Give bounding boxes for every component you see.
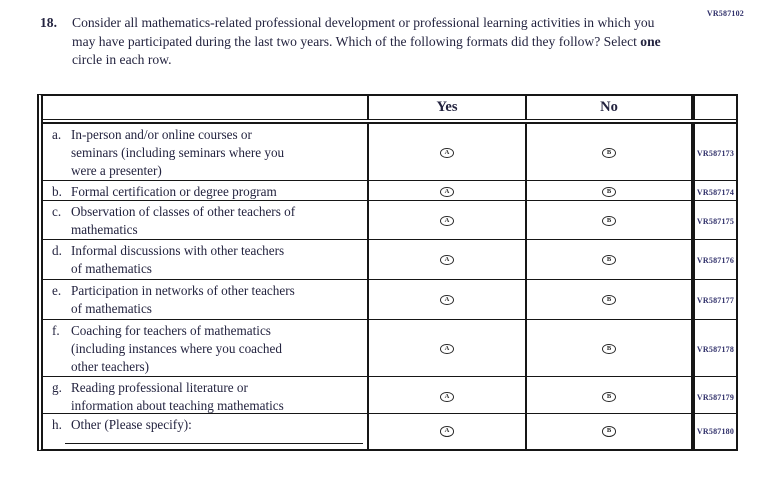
question-text bbox=[72, 14, 680, 70]
statement-text: Other (Please specify): bbox=[71, 417, 192, 432]
yes-cell-e bbox=[369, 280, 527, 320]
yes-cell-d bbox=[369, 240, 527, 280]
question-line-1: Consider all mathematics-related professional development or professional learning bbox=[72, 15, 528, 30]
yes-cell-g bbox=[369, 377, 527, 417]
row-letter: f. bbox=[52, 323, 60, 338]
yes-bubble-e[interactable]: A bbox=[440, 295, 454, 306]
header-no: No bbox=[527, 96, 695, 119]
table-row-f bbox=[43, 319, 736, 376]
yes-cell-a bbox=[369, 124, 527, 182]
row-letter: e. bbox=[52, 283, 62, 298]
table-row-e bbox=[43, 279, 736, 319]
row-code-f: VR587178 bbox=[696, 344, 735, 354]
row-code-a: VR587173 bbox=[696, 148, 735, 158]
row-code-c: VR587175 bbox=[696, 216, 735, 226]
question-line-3a: following formats did they follow? Select bbox=[409, 33, 641, 49]
row-letter: g. bbox=[52, 380, 62, 395]
statement-cell-f bbox=[43, 320, 369, 378]
yes-cell-h bbox=[369, 414, 527, 449]
yes-bubble-b[interactable]: A bbox=[440, 187, 454, 198]
no-cell-f bbox=[527, 320, 695, 378]
table-row-d bbox=[43, 239, 736, 279]
no-bubble-b[interactable]: B bbox=[602, 187, 616, 198]
statement-cell-h bbox=[43, 414, 369, 449]
form-code-top-right: VR587102 bbox=[706, 9, 744, 18]
statement-text: Informal discussions with other teachers of mathematics bbox=[71, 243, 285, 276]
yes-bubble-h[interactable]: A bbox=[440, 426, 454, 437]
header-activity-cell bbox=[43, 96, 369, 119]
statement-cell-e bbox=[43, 280, 369, 320]
yes-bubble-c[interactable]: A bbox=[440, 216, 454, 227]
no-bubble-c[interactable]: B bbox=[602, 216, 616, 227]
no-cell-c bbox=[527, 201, 695, 241]
no-cell-g bbox=[527, 377, 695, 417]
question-line-2: activities in which you may have participated during the last two years. Which of the bbox=[72, 15, 655, 49]
yes-bubble-d[interactable]: A bbox=[440, 255, 454, 266]
header-yes: Yes bbox=[369, 96, 527, 119]
table-row-g bbox=[43, 376, 736, 413]
yes-cell-f bbox=[369, 320, 527, 378]
row-code-b: VR587174 bbox=[696, 187, 735, 197]
yes-cell-b bbox=[369, 181, 527, 203]
question-bold-word: one bbox=[640, 33, 661, 49]
no-bubble-a[interactable]: B bbox=[602, 148, 616, 159]
response-table bbox=[37, 94, 738, 451]
question-line-3b: circle in each row. bbox=[72, 52, 172, 68]
statement-cell-g bbox=[43, 377, 369, 417]
row-code-e: VR587177 bbox=[696, 295, 735, 305]
table-row-b bbox=[43, 180, 736, 200]
no-bubble-h[interactable]: B bbox=[602, 426, 616, 437]
no-cell-d bbox=[527, 240, 695, 280]
statement-text: Reading professional literature or information about teaching mathematics bbox=[71, 380, 284, 413]
no-cell-b bbox=[527, 181, 695, 203]
header-code-cell bbox=[695, 96, 736, 119]
yes-bubble-g[interactable]: A bbox=[440, 392, 454, 403]
table-row-h bbox=[43, 413, 736, 449]
yes-cell-c bbox=[369, 201, 527, 241]
statement-text: Coaching for teachers of mathematics (including instances where you coached other teachers) bbox=[71, 323, 282, 374]
no-cell-e bbox=[527, 280, 695, 320]
no-bubble-f[interactable]: B bbox=[602, 344, 616, 355]
row-letter: h. bbox=[52, 417, 62, 432]
row-letter: b. bbox=[52, 184, 62, 199]
question-number: 18. bbox=[40, 15, 57, 30]
statement-cell-d bbox=[43, 240, 369, 280]
row-code-d: VR587176 bbox=[696, 255, 735, 265]
row-letter: c. bbox=[52, 204, 62, 219]
statement-text: In-person and/or online courses or seminars (including seminars where you were a presenter) bbox=[71, 127, 285, 178]
table-row-a bbox=[43, 123, 736, 180]
statement-text: Participation in networks of other teachers of mathematics bbox=[71, 283, 295, 316]
no-bubble-e[interactable]: B bbox=[602, 295, 616, 306]
row-letter: d. bbox=[52, 243, 62, 258]
question-block bbox=[40, 14, 680, 70]
no-bubble-g[interactable]: B bbox=[602, 392, 616, 403]
yes-bubble-f[interactable]: A bbox=[440, 344, 454, 355]
table-row-c bbox=[43, 200, 736, 239]
other-specify-write-line[interactable] bbox=[65, 443, 363, 444]
table-header-row bbox=[43, 96, 736, 123]
row-letter: a. bbox=[52, 127, 62, 142]
no-cell-h bbox=[527, 414, 695, 449]
no-bubble-d[interactable]: B bbox=[602, 255, 616, 266]
no-cell-a bbox=[527, 124, 695, 182]
statement-text: Formal certification or degree program bbox=[71, 184, 277, 199]
statement-text: Observation of classes of other teachers of mathematics bbox=[71, 204, 296, 237]
row-code-h: VR587180 bbox=[696, 427, 735, 436]
statement-cell-c bbox=[43, 201, 369, 241]
statement-cell-a bbox=[43, 124, 369, 182]
statement-cell-b bbox=[43, 181, 369, 203]
row-code-g: VR587179 bbox=[696, 392, 735, 402]
yes-bubble-a[interactable]: A bbox=[440, 148, 454, 159]
